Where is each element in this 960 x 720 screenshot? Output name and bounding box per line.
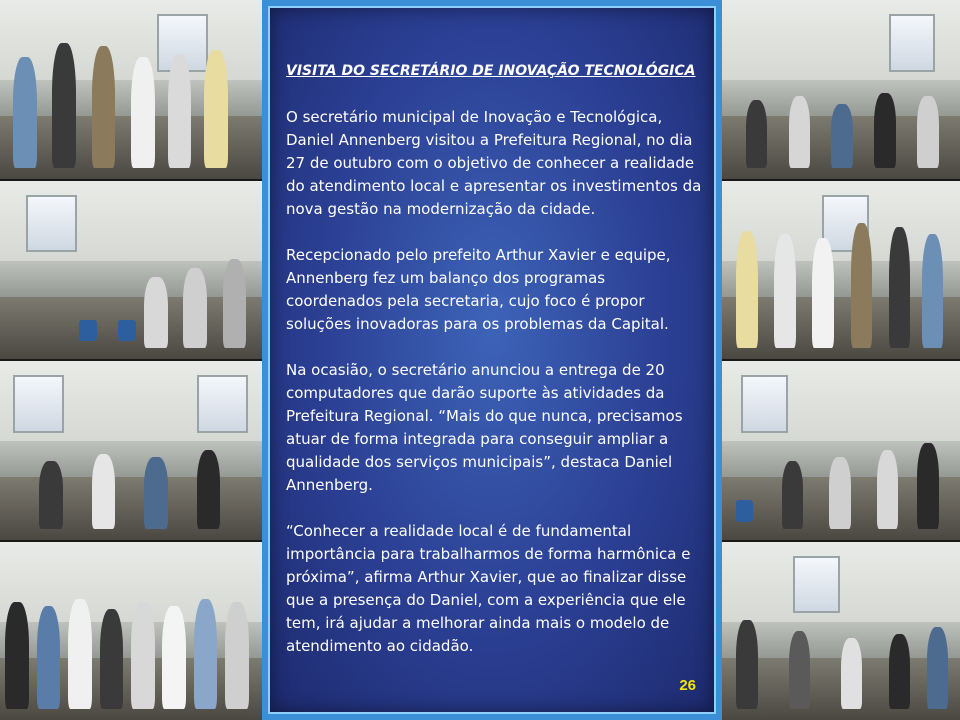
photo-meeting-circle	[722, 0, 960, 179]
photo-meeting-room-4	[722, 542, 960, 720]
photo-meeting-room-1	[0, 181, 262, 360]
article-text	[286, 60, 706, 658]
article-title: VISITA DO SECRETÁRIO DE INOVAÇÃO TECNOLÓGICA	[286, 63, 696, 79]
article-paragraph-4: “Conhecer a realidade local é de fundamental importância para trabalharmos de forma harmônica e próxima”, afirma Arthur Xavier, que ao finalizar disse que a presença do Daniel, com a experiência que ele tem, irá ajudar a melhorar ainda mais o modelo de atendimento ao cidadão.	[286, 522, 691, 655]
article-panel	[262, 0, 722, 720]
photo-group-standing-2	[722, 181, 960, 360]
article-paragraph-1: O secretário municipal de Inovação e Tecnológica, Daniel Annenberg visitou a Prefeitura Regional, no dia 27 de outubro com o objetivo de conhecer a realidade do atendimento local e apresentar os investimentos da nova gestão na modernização da cidade.	[286, 108, 702, 218]
left-photo-column	[0, 0, 262, 720]
photo-group-standing	[0, 0, 262, 179]
photo-group-large	[0, 542, 262, 720]
right-photo-column	[722, 0, 960, 720]
photo-meeting-room-3	[722, 361, 960, 540]
page-number: 26	[679, 677, 696, 694]
article-panel-inner	[268, 6, 716, 714]
article-paragraph-3: Na ocasião, o secretário anunciou a entrega de 20 computadores que darão suporte às atividades da Prefeitura Regional. “Mais do que nunca, precisamos atuar de forma integrada para conseguir ampliar a qualidade dos serviços municipais”, destaca Daniel Annenberg.	[286, 361, 683, 494]
article-paragraph-2: Recepcionado pelo prefeito Arthur Xavier e equipe, Annenberg fez um balanço dos programas coordenados pela secretaria, cujo foco é propor soluções inovadoras para os problemas da Capital.	[286, 246, 671, 333]
photo-meeting-room-2	[0, 361, 262, 540]
